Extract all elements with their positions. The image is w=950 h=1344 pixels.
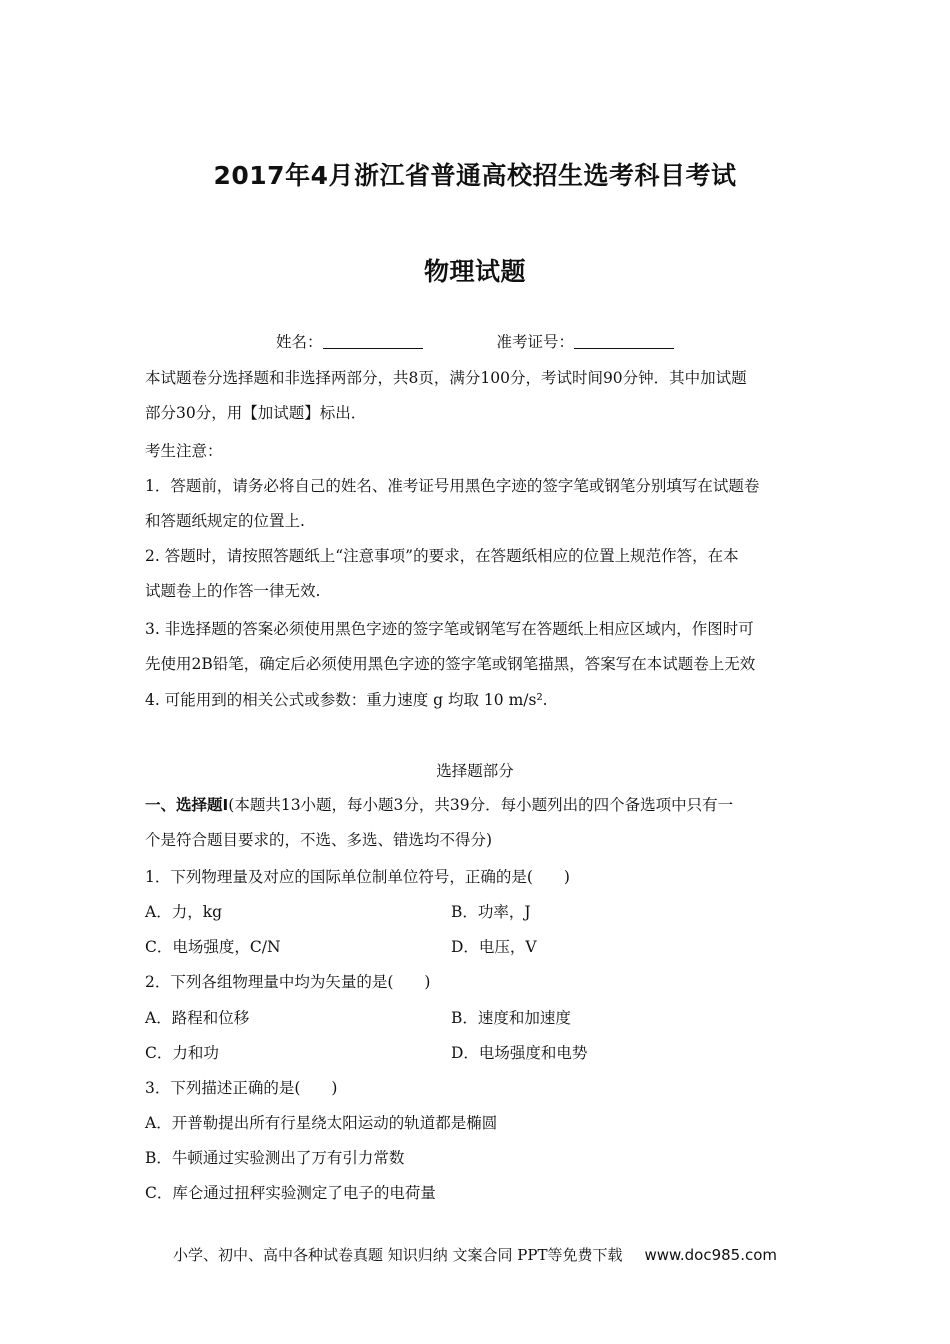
- option-row: [145, 937, 810, 957]
- notice-line: 3. 非选择题的答案必须使用黑色字迹的签字笔或钢笔写在答题纸上相应区域内，作图时可: [145, 620, 754, 638]
- notice-line: 和答题纸规定的位置上.: [145, 512, 305, 530]
- notice-line: 先使用2B铅笔，确定后必须使用黑色字迹的签字笔或钢笔描黑，答案写在本试题卷上无效: [145, 655, 756, 673]
- notice-line: 4. 可能用到的相关公式或参数：重力速度 g 均取 10 m/s².: [145, 691, 548, 709]
- page-subtitle: 物理试题: [423, 257, 526, 286]
- option-d: D．电压，V: [451, 938, 537, 956]
- option-row: [145, 1043, 810, 1063]
- part-heading: 一、选择题Ⅰ: [145, 796, 229, 814]
- notice-title: 考生注意：: [145, 442, 223, 460]
- intro-line: 本试题卷分选择题和非选择两部分，共8页，满分100分，考试时间90分钟．其中加试题: [145, 369, 747, 387]
- option-b: B．牛顿通过实验测出了万有引力常数: [145, 1149, 405, 1167]
- section-title: 选择题部分: [436, 762, 514, 780]
- option-c: C．力和功: [145, 1044, 219, 1062]
- option-a: A．路程和位移: [145, 1009, 250, 1027]
- question-stem: 2．下列各组物理量中均为矢量的是( ): [145, 973, 431, 991]
- part-desc-line: 个是符合题目要求的，不选、多选、错选均不得分): [145, 831, 493, 849]
- name-label: 姓名：: [276, 333, 323, 351]
- option-d: D．电场强度和电势: [451, 1044, 588, 1062]
- option-a: A．开普勒提出所有行星绕太阳运动的轨道都是椭圆: [145, 1114, 498, 1132]
- notice-line: 1．答题前，请务必将自己的姓名、准考证号用黑色字迹的签字笔或钢笔分别填写在试题卷: [145, 477, 760, 495]
- option-c: C．电场强度，C/N: [145, 938, 281, 956]
- question-stem: 1．下列物理量及对应的国际单位制单位符号，正确的是( ): [145, 868, 570, 886]
- intro-line: 部分30分，用【加试题】标出．: [145, 404, 367, 422]
- page-footer: [0, 1244, 950, 1265]
- ticket-blank: [574, 334, 674, 349]
- name-blank: [323, 334, 423, 349]
- option-a: A．力，kg: [145, 903, 223, 921]
- page-title: 2017年4月浙江省普通高校招生选考科目考试: [213, 161, 737, 190]
- option-b: B．功率，J: [451, 903, 531, 921]
- footer-url[interactable]: www.doc985.com: [644, 1246, 778, 1264]
- part-intro: [145, 795, 810, 815]
- notice-line: 试题卷上的作答一律无效.: [145, 582, 321, 600]
- question-stem: 3．下列描述正确的是( ): [145, 1079, 338, 1097]
- part-desc: (本题共13小题，每小题3分，共39分．每小题列出的四个备选项中只有一: [228, 796, 734, 814]
- ticket-label: 准考证号：: [496, 333, 574, 351]
- notice-line: 2. 答题时，请按照答题纸上“注意事项”的要求，在答题纸相应的位置上规范作答，在本: [145, 547, 739, 565]
- footer-text: 小学、初中、高中各种试卷真题 知识归纳 文案合同 PPT等免费下载: [172, 1246, 623, 1264]
- option-row: [145, 1008, 810, 1028]
- option-c: C．库仑通过扭秤实验测定了电子的电荷量: [145, 1184, 436, 1202]
- candidate-info: [0, 332, 950, 352]
- option-row: [145, 902, 810, 922]
- option-b: B．速度和加速度: [451, 1009, 571, 1027]
